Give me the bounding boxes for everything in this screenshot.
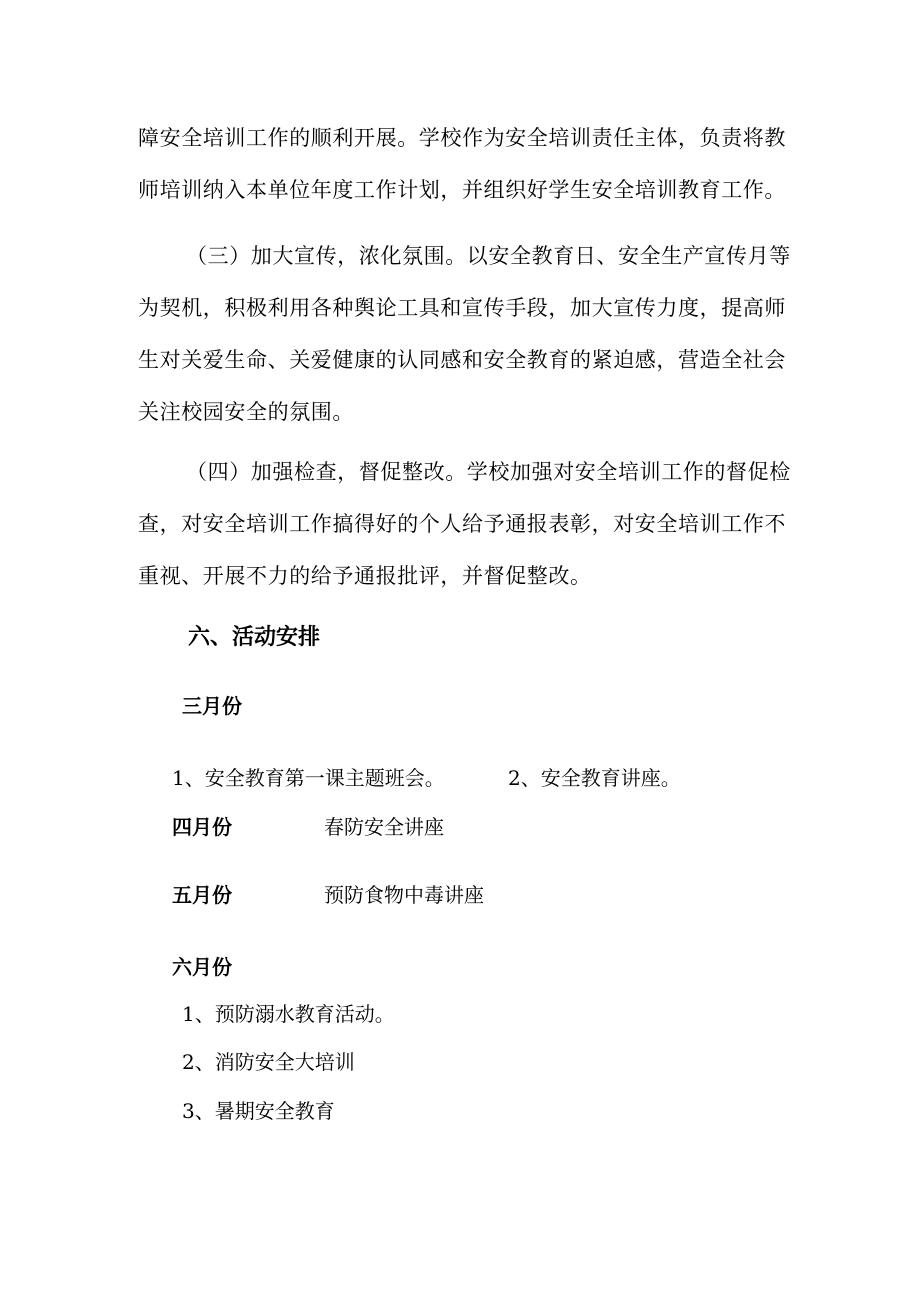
- activity-item: 2、消防安全大培训: [182, 1050, 355, 1074]
- paragraph-line: 障安全培训工作的顺利开展。学校作为安全培训责任主体，负责将教: [138, 126, 786, 150]
- paragraph-line: 重视、开展不力的给予通报批评，并督促整改。: [138, 564, 592, 588]
- section-heading: 六、活动安排: [188, 624, 321, 650]
- activity-item: 3、暑期安全教育: [182, 1099, 335, 1123]
- paragraph-inspection: [138, 446, 791, 602]
- activity-item: 1、预防溺水教育活动。: [182, 1002, 395, 1026]
- activity-item: 2、安全教育讲座。: [508, 766, 681, 790]
- paragraph-line: 生对关爱生命、关爱健康的认同感和安全教育的紧迫感，营造全社会: [138, 348, 786, 372]
- month-label-may: 五月份: [172, 883, 232, 907]
- paragraph-line: 查，对安全培训工作搞得好的个人给予通报表彰，对安全培训工作不: [138, 512, 786, 536]
- paragraph-line: （三）加大宣传，浓化氛围。以安全教育日、安全生产宣传月等: [186, 244, 791, 268]
- paragraph-line: （四）加强检查，督促整改。学校加强对安全培训工作的督促检: [186, 460, 791, 484]
- activity-item: 春防安全讲座: [324, 815, 444, 839]
- month-label-march: 三月份: [182, 694, 242, 718]
- activity-item: 预防食物中毒讲座: [324, 883, 484, 907]
- paragraph-line: 师培训纳入本单位年度工作计划，并组织好学生安全培训教育工作。: [138, 178, 786, 202]
- month-label-june: 六月份: [172, 955, 232, 979]
- month-label-april: 四月份: [172, 815, 232, 839]
- paragraph-line: 关注校园安全的氛围。: [138, 400, 354, 424]
- paragraph-training-responsibility: [138, 112, 784, 216]
- paragraph-line: 为契机，积极利用各种舆论工具和宣传手段，加大宣传力度，提高师: [138, 296, 786, 320]
- paragraph-publicity: [138, 230, 791, 438]
- activity-item: 1、安全教育第一课主题班会。: [172, 766, 445, 790]
